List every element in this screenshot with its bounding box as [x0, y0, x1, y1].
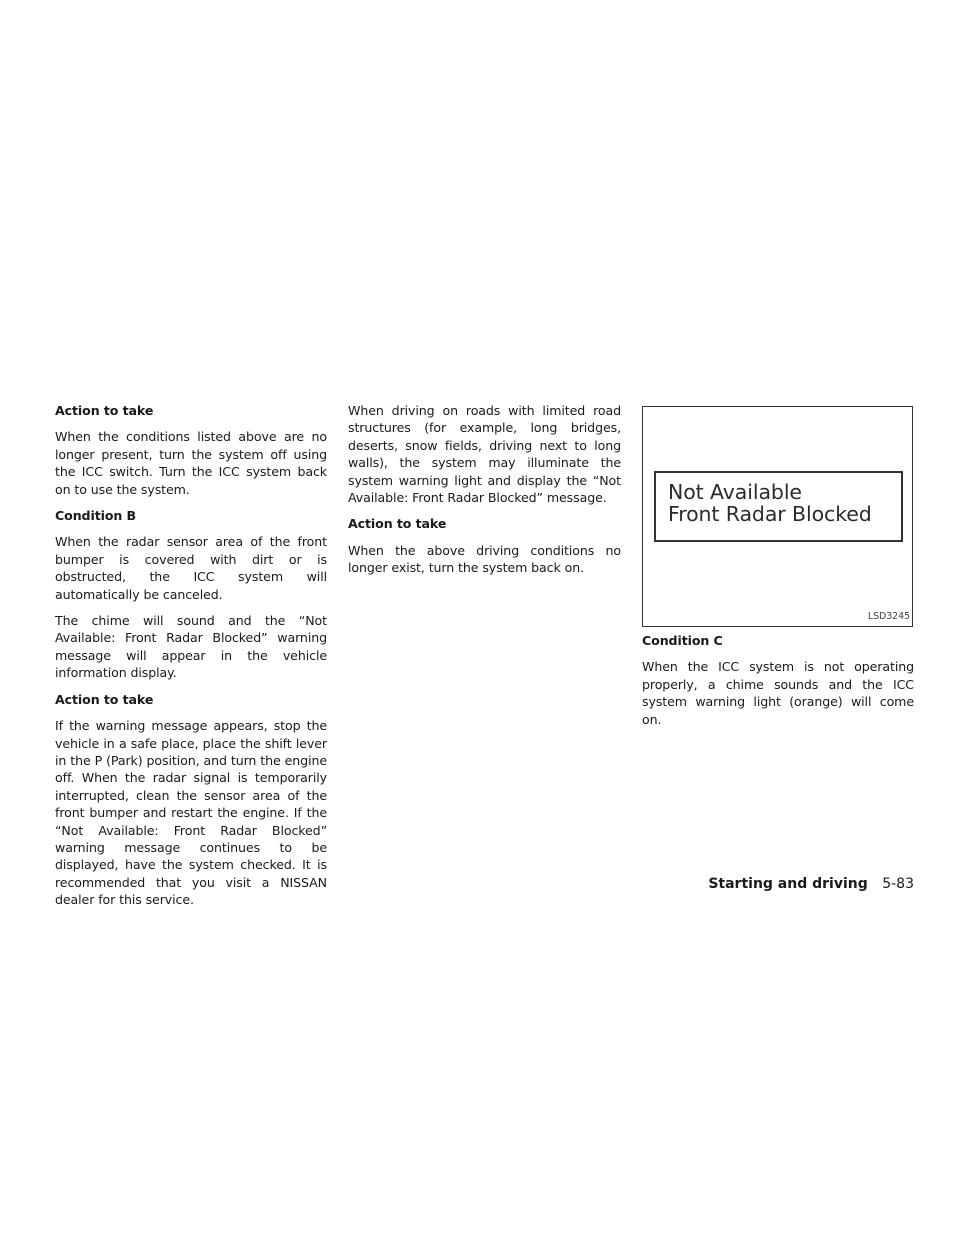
display-illustration — [642, 406, 913, 627]
heading-condition-b: Condition B — [55, 508, 137, 524]
heading-action-to-take: Action to take — [55, 403, 154, 418]
heading-action-to-take: Action to take — [348, 516, 447, 532]
page-footer — [708, 876, 914, 892]
heading-action-to-take: Action to take — [55, 691, 154, 707]
paragraph: If the warning message appears, stop the vehicle in a safe place, place the shift lever in the P (Park) position, and turn the engine off. When the radar signal is temporarily interrupted, clean the sensor area of the front bumper and restart the engine. If the “Not Available: Front Radar Blocked” warning message continues to be displayed, have the system checked. It is recommended that you visit a NISSAN dealer for this service. — [55, 718, 327, 908]
paragraph: When the above driving conditions no longer exist, turn the system back on. — [348, 542, 621, 576]
paragraph: When driving on roads with limited road structures (for example, long bridges, deserts, snow fields, driving next to long walls), the system may illuminate the system warning light and display the “Not Available: Front Radar Blocked” message. — [348, 403, 621, 506]
column-left — [55, 402, 327, 918]
column-right — [642, 402, 914, 737]
warning-message-box — [654, 471, 903, 542]
column-middle — [348, 402, 621, 586]
figure-code: LSD3245 — [867, 610, 910, 622]
paragraph: When the ICC system is not operating properly, a chime sounds and the ICC system warning light (orange) will come on. — [642, 659, 914, 727]
message-line-2: Front Radar Blocked — [668, 502, 872, 526]
paragraph: The chime will sound and the “Not Available: Front Radar Blocked” warning message will appear in the vehicle information display. — [55, 613, 327, 681]
paragraph: When the radar sensor area of the front bumper is covered with dirt or is obstructed, the ICC system will automatically be canceled. — [55, 534, 327, 602]
heading-condition-c: Condition C — [642, 633, 723, 648]
page-number: 5-83 — [882, 876, 914, 892]
section-title: Starting and driving — [708, 876, 868, 892]
paragraph: When the conditions listed above are no longer present, turn the system off using the ICC switch. Turn the ICC system back on to use the system. — [55, 429, 327, 497]
message-line-1: Not Available — [668, 480, 802, 504]
